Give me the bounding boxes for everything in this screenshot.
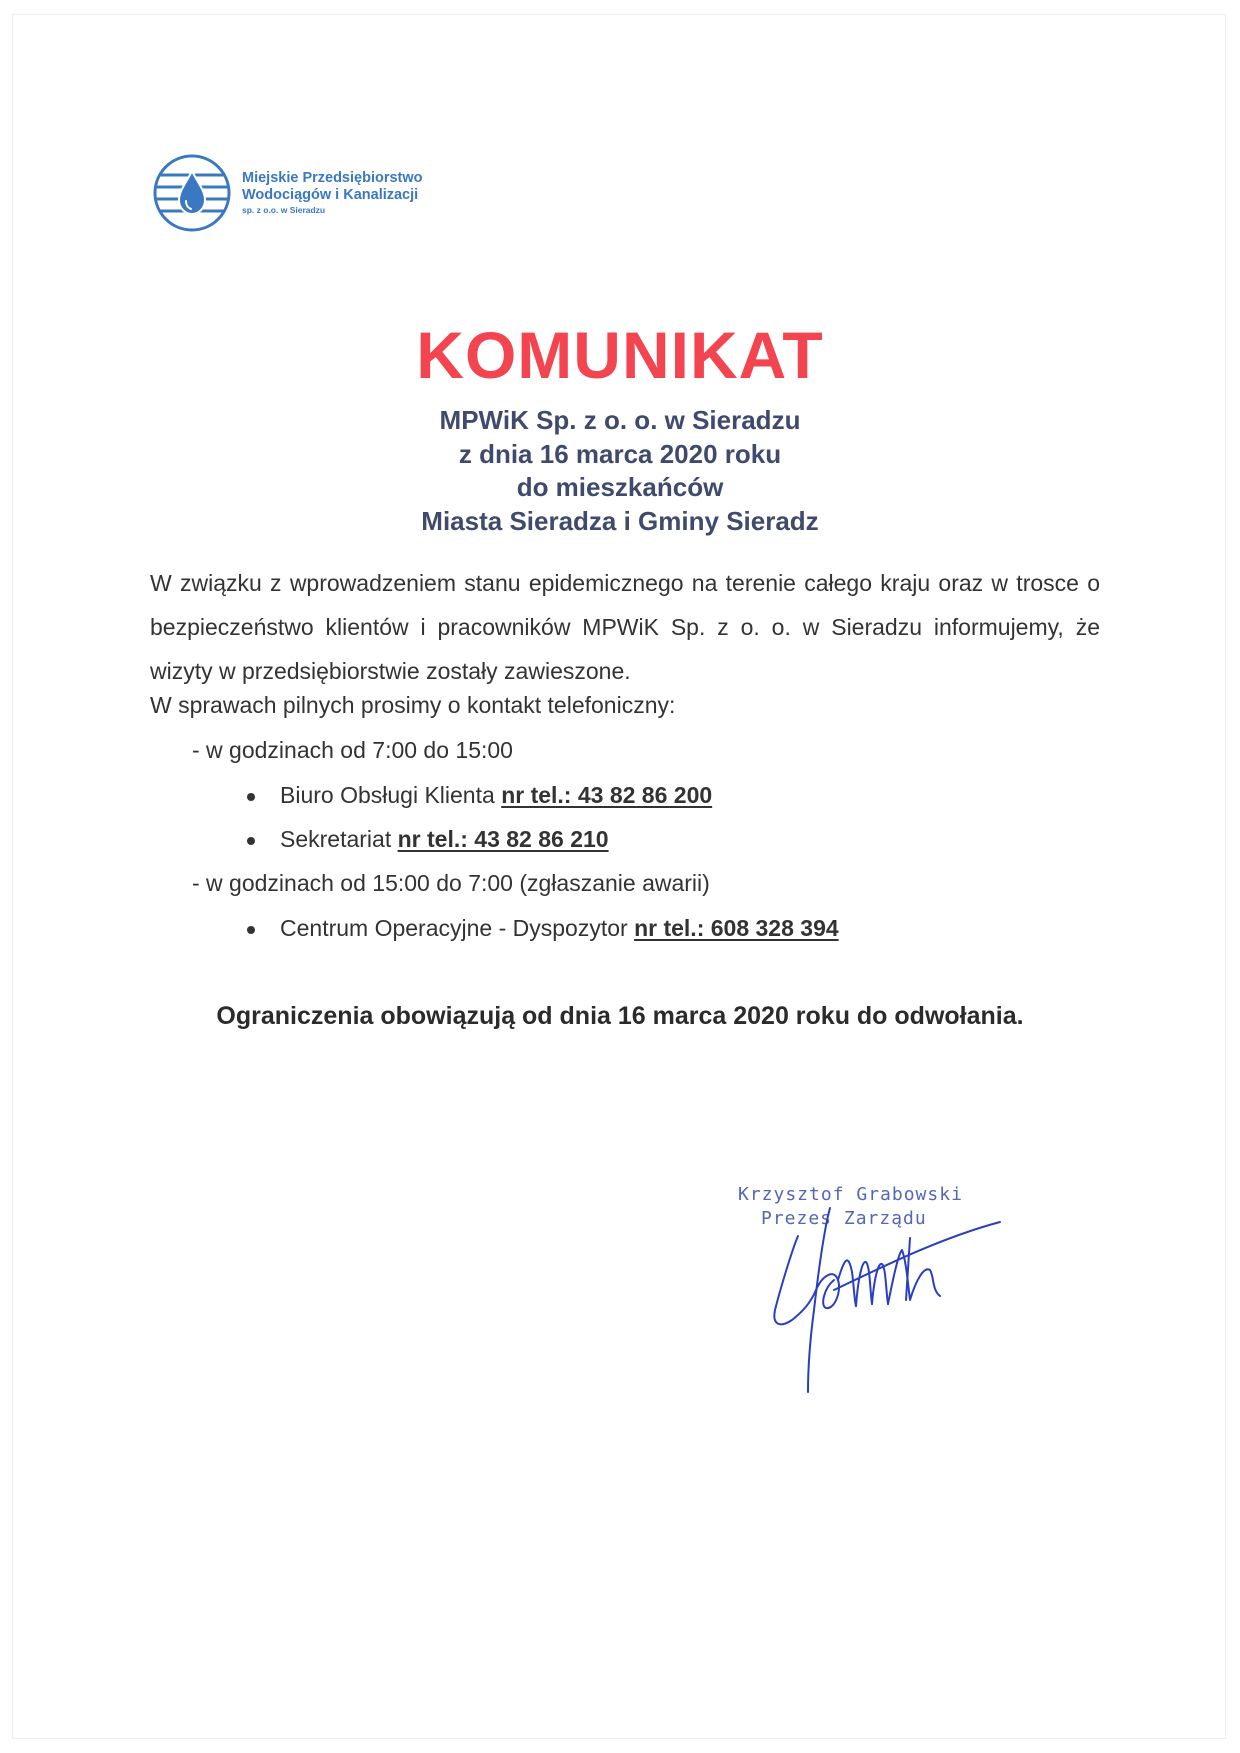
contact-intro: W sprawach pilnych prosimy o kontakt telefoniczny:: [150, 692, 676, 718]
contact-phone[interactable]: nr tel.: 43 82 86 200: [501, 782, 713, 808]
bullet-icon: [247, 926, 255, 934]
contact-phone[interactable]: nr tel.: 608 328 394: [634, 915, 839, 941]
signatory-name: Krzysztof Grabowski: [738, 1184, 963, 1205]
contact-phone[interactable]: nr tel.: 43 82 86 210: [397, 826, 609, 852]
subtitle-line-4: Miasta Sieradza i Gminy Sieradz: [421, 505, 819, 536]
contact-item: [280, 780, 712, 810]
logo-line-1: Miejskie Przedsiębiorstwo: [242, 169, 423, 186]
logo-line-3: sp. z o.o. w Sieradzu: [242, 205, 326, 216]
hours-night: - w godzinach od 15:00 do 7:00 (zgłaszanie awarii): [192, 870, 710, 896]
bullet-icon: [247, 793, 255, 801]
bullet-icon: [247, 837, 255, 845]
subtitle-line-1: MPWiK Sp. z o. o. w Sieradzu: [439, 405, 801, 435]
logo-line-2: Wodociągów i Kanalizacji: [242, 186, 419, 203]
water-drop-icon: [152, 153, 232, 233]
hours-day: - w godzinach od 7:00 do 15:00: [192, 737, 513, 763]
company-logo: [152, 150, 423, 236]
announcement-paragraph: W związku z wprowadzeniem stanu epidemicznego na terenie całego kraju oraz w trosce o bezpieczeństwo klientów i pracowników MPWiK Sp. z o. o. w Sieradzu informujemy, że wizyty w przedsiębiorstwie zostały zawieszone.: [150, 570, 1100, 684]
subtitle-line-3: do mieszkańców: [516, 472, 724, 502]
page-title: KOMUNIKAT: [416, 318, 824, 392]
signatory-role: Prezes Zarządu: [761, 1208, 927, 1229]
contact-label: Biuro Obsługi Klienta: [280, 782, 502, 808]
logo-text: [242, 170, 423, 216]
signature-stamp: [730, 1180, 1030, 1400]
contact-label: Sekretariat: [280, 826, 398, 852]
contact-item: [280, 824, 609, 854]
subtitle-line-2: z dnia 16 marca 2020 roku: [458, 438, 782, 469]
handwritten-signature: [730, 1180, 1030, 1400]
contact-item: [280, 913, 839, 943]
footer-note: Ograniczenia obowiązują od dnia 16 marca 2020 roku do odwołania.: [216, 1002, 1024, 1030]
contact-label: Centrum Operacyjne - Dyspozytor: [280, 915, 635, 941]
subtitle-block: [0, 404, 1240, 538]
